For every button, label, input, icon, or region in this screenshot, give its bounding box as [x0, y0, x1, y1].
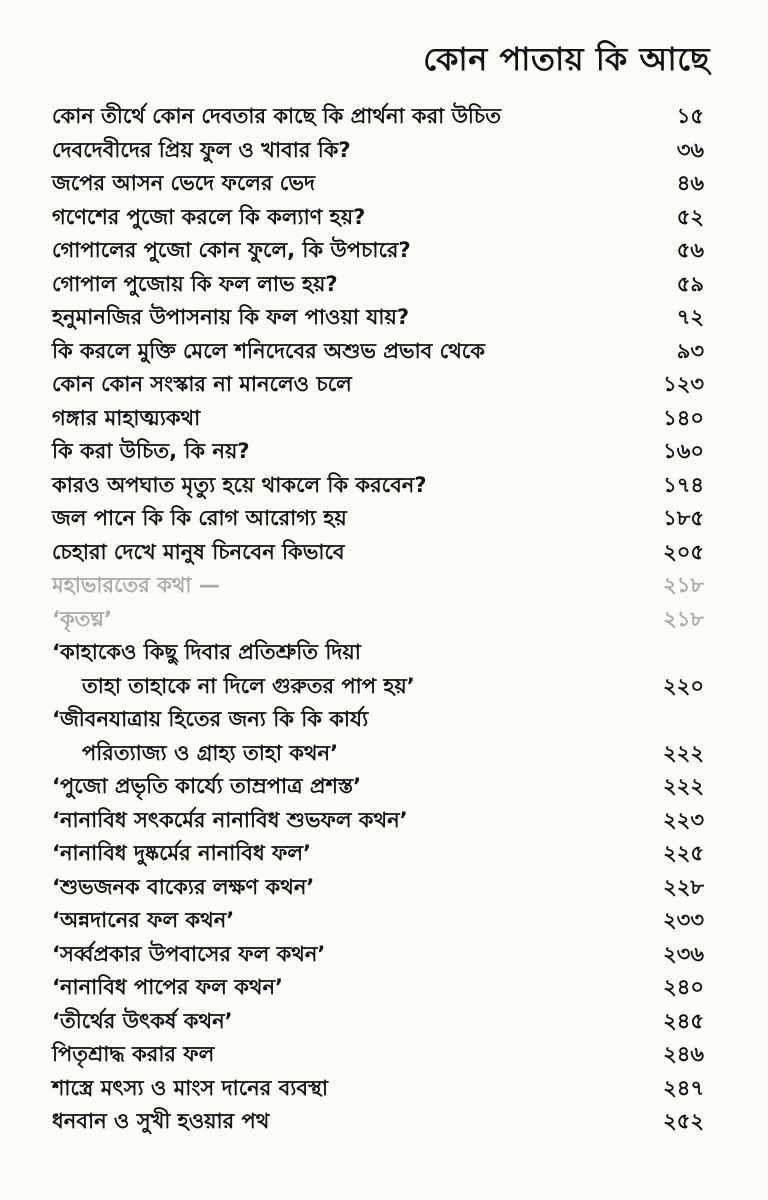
toc-entry-title-line: কি করলে মুক্তি মেলে শনিদেবের অশুভ প্রভাব থেকে — [52, 338, 485, 363]
toc-entry-title-line: ‘অন্নদানের ফল কথন’ — [52, 908, 235, 932]
toc-entry — [52, 938, 712, 972]
toc-entry-title — [52, 1038, 214, 1072]
toc-entry-title — [52, 536, 345, 570]
toc-entry-page-number: ২১৮ — [663, 606, 704, 631]
toc-entry-title-line: তাহা তাহাকে না দিলে গুরুতর পাপ হয়’ — [82, 673, 415, 698]
toc-entry-title — [52, 134, 351, 168]
toc-entry-page-number: ২৪৭ — [663, 1075, 704, 1100]
toc-entry-page-number: ২২০ — [663, 673, 704, 698]
toc-entry-title-line: পিতৃশ্রাদ্ধ করার ফল — [52, 1042, 215, 1066]
toc-entry — [52, 1038, 712, 1072]
toc-entry-page-number: ১৪০ — [663, 405, 704, 430]
toc-entry-page-number: ৫২ — [676, 204, 704, 229]
toc-entry-page-number: ১৭৪ — [663, 472, 704, 497]
toc-entry-title-line: ‘নানাবিধ দুষ্কর্মের নানাবিধ ফল’ — [52, 841, 312, 865]
toc-entry-title — [52, 402, 200, 436]
toc-entry-title-line: চেহারা দেখে মানুষ চিনবেন কিভাবে — [52, 539, 345, 564]
toc-entry-title-line: কারও অপঘাত মৃত্যু হয়ে থাকলে কি করবেন? — [52, 472, 427, 497]
toc-entry-title-line: কোন তীর্থে কোন দেবতার কাছে কি প্রার্থনা করা উচিত — [52, 104, 502, 128]
toc-entry-page-number: ২২৮ — [663, 874, 704, 899]
toc-entry-title — [52, 268, 338, 302]
toc-entry-title — [52, 804, 408, 838]
toc-entry — [52, 1005, 712, 1039]
toc-entry-page-number: ৫৯ — [676, 271, 704, 296]
toc-entry-title — [52, 971, 283, 1005]
toc-entry-title — [52, 301, 409, 335]
toc-entry-page-number: ২৪৫ — [663, 1008, 704, 1033]
toc-entry-title-line: গঙ্গার মাহাত্ম্যকথা — [52, 405, 201, 430]
toc-entry-title — [52, 636, 415, 703]
toc-entry — [52, 234, 712, 268]
toc-entry — [52, 569, 712, 603]
toc-entry-page-number: ৭২ — [676, 305, 704, 329]
toc-entry — [52, 636, 712, 703]
toc-entry — [52, 502, 712, 536]
toc-entry-title-line: ‘কৃতঘ্ন’ — [52, 606, 112, 631]
toc-entry — [52, 368, 712, 402]
toc-entry-title — [52, 1072, 328, 1106]
toc-entry-title-line: ‘নানাবিধ পাপের ফল কথন’ — [52, 975, 284, 999]
toc-entry-page-number: ৩৬ — [676, 137, 704, 162]
toc-entry-title — [52, 837, 311, 871]
toc-entry-title-line: জপের আসন ভেদে ফলের ভেদ — [52, 171, 316, 195]
toc-entry-title — [52, 435, 250, 469]
toc-entry — [52, 904, 712, 938]
toc-entry-title — [52, 167, 315, 201]
toc-entry-page-number: ২৫২ — [663, 1109, 704, 1133]
toc-entry-title-line: ‘সর্ব্বপ্রকার উপবাসের ফল কথন’ — [52, 941, 326, 966]
toc-entry-title — [52, 1105, 269, 1139]
toc-entry-page-number: ৫৬ — [676, 238, 704, 262]
toc-entry — [52, 1072, 712, 1106]
toc-entry — [52, 134, 712, 168]
toc-entry-page-number: ২২৩ — [663, 807, 704, 832]
toc-entry-title-line: কি করা উচিত, কি নয়? — [52, 439, 250, 463]
toc-entry-title — [52, 469, 427, 503]
toc-entry-title — [52, 100, 501, 134]
toc-entry-page-number: ১৮৫ — [663, 506, 704, 530]
toc-entry — [52, 770, 712, 804]
toc-entry — [52, 201, 712, 235]
toc-entry-title-line: ‘কাহাকেও কিছু দিবার প্রতিশ্রুতি দিয়া — [52, 640, 361, 664]
toc-entry-title-line: পরিত্যাজ্য ও গ্রাহ্য তাহা কথন’ — [82, 740, 339, 765]
toc-entry-title-line: জল পানে কি কি রোগ আরোগ্য হয় — [52, 506, 347, 530]
toc-entry-page-number: ৪৬ — [676, 171, 704, 195]
toc-entry-title — [52, 201, 365, 235]
toc-entry-page-number: ১৬০ — [663, 439, 704, 463]
toc-entry — [52, 837, 712, 871]
toc-entry-title — [52, 603, 112, 637]
toc-entry-page-number: ২২২ — [663, 774, 704, 798]
toc-entry-page-number: ২৪৬ — [663, 1042, 704, 1066]
toc-entry-page-number: ২১৮ — [663, 573, 704, 597]
toc-entry-title — [52, 234, 411, 268]
toc-entry-title-line: ‘তীর্থের উৎকর্ষ কথন’ — [52, 1008, 233, 1033]
toc-entry-title-line: ‘জীবনযাত্রায় হিতের জন্য কি কি কার্য্য — [52, 707, 369, 731]
toc-entry-page-number: ২৪০ — [663, 975, 704, 999]
toc-entry-title — [52, 703, 368, 770]
toc-entry-title — [52, 368, 352, 402]
toc-entry — [52, 301, 712, 335]
toc-entry-title — [52, 871, 314, 905]
toc-entry — [52, 536, 712, 570]
toc-entry-page-number: ২৩৩ — [663, 908, 704, 932]
toc-entry-title-line: গণেশের পুজো করলে কি কল্যাণ হয়? — [52, 204, 366, 229]
toc-entry-title — [52, 335, 485, 369]
toc-entry-page-number: ১৫ — [676, 104, 704, 128]
toc-entry-title-line: গোপাল পুজোয় কি ফল লাভ হয়? — [52, 271, 338, 296]
toc-entry-title-line: ‘নানাবিধ সৎকর্মের নানাবিধ শুভফল কথন’ — [52, 807, 408, 832]
page-title: কোন পাতায় কি আছে — [423, 40, 710, 78]
toc-entry — [52, 402, 712, 436]
toc-entry — [52, 703, 712, 770]
toc-entry-title — [52, 904, 234, 938]
toc-entry-page-number: ২২৫ — [663, 841, 704, 865]
toc-entry — [52, 1105, 712, 1139]
toc-entry — [52, 268, 712, 302]
toc-entry-title-line: কোন কোন সংস্কার না মানলেও চলে — [52, 372, 352, 396]
toc-entry — [52, 603, 712, 637]
toc-entry — [52, 469, 712, 503]
toc-entry-page-number: ৯৩ — [676, 338, 704, 363]
toc-entry-title — [52, 770, 361, 804]
toc-entry-page-number: ২৩৬ — [663, 941, 704, 966]
toc-entry-page-number: ২০৫ — [663, 539, 704, 564]
toc-entry-title-line: শাস্ত্রে মৎস্য ও মাংস দানের ব্যবস্থা — [52, 1075, 329, 1100]
toc-entry-title-line: গোপালের পুজো কোন ফুলে, কি উপচারে? — [52, 238, 411, 262]
toc-entry-title-line: ‘শুভজনক বাক্যের লক্ষণ কথন’ — [52, 874, 315, 899]
toc-entry — [52, 167, 712, 201]
toc-entry-title — [52, 938, 325, 972]
toc-entry-title — [52, 502, 347, 536]
toc-entry — [52, 804, 712, 838]
toc-entry-page-number: ২২২ — [663, 740, 704, 765]
toc-entry-title-line: হনুমানজির উপাসনায় কি ফল পাওয়া যায়? — [52, 305, 410, 329]
toc-entry — [52, 335, 712, 369]
toc-entry — [52, 100, 712, 134]
toc-entry-title-line: মহাভারতের কথা — — [52, 573, 220, 597]
toc-entry — [52, 871, 712, 905]
toc-entry — [52, 971, 712, 1005]
toc-entry-title-line: ‘পুজো প্রভৃতি কার্য্যে তাম্রপাত্র প্রশস্ত’ — [52, 774, 362, 798]
toc-entry-page-number: ১২৩ — [663, 372, 704, 396]
toc-entry-title-line: দেবদেবীদের প্রিয় ফুল ও খাবার কি? — [52, 137, 351, 162]
toc-entry-title-line: ধনবান ও সুখী হওয়ার পথ — [52, 1109, 270, 1133]
toc-entry-title — [52, 569, 220, 603]
toc-entry — [52, 435, 712, 469]
table-of-contents — [52, 100, 712, 1139]
toc-entry-title — [52, 1005, 233, 1039]
